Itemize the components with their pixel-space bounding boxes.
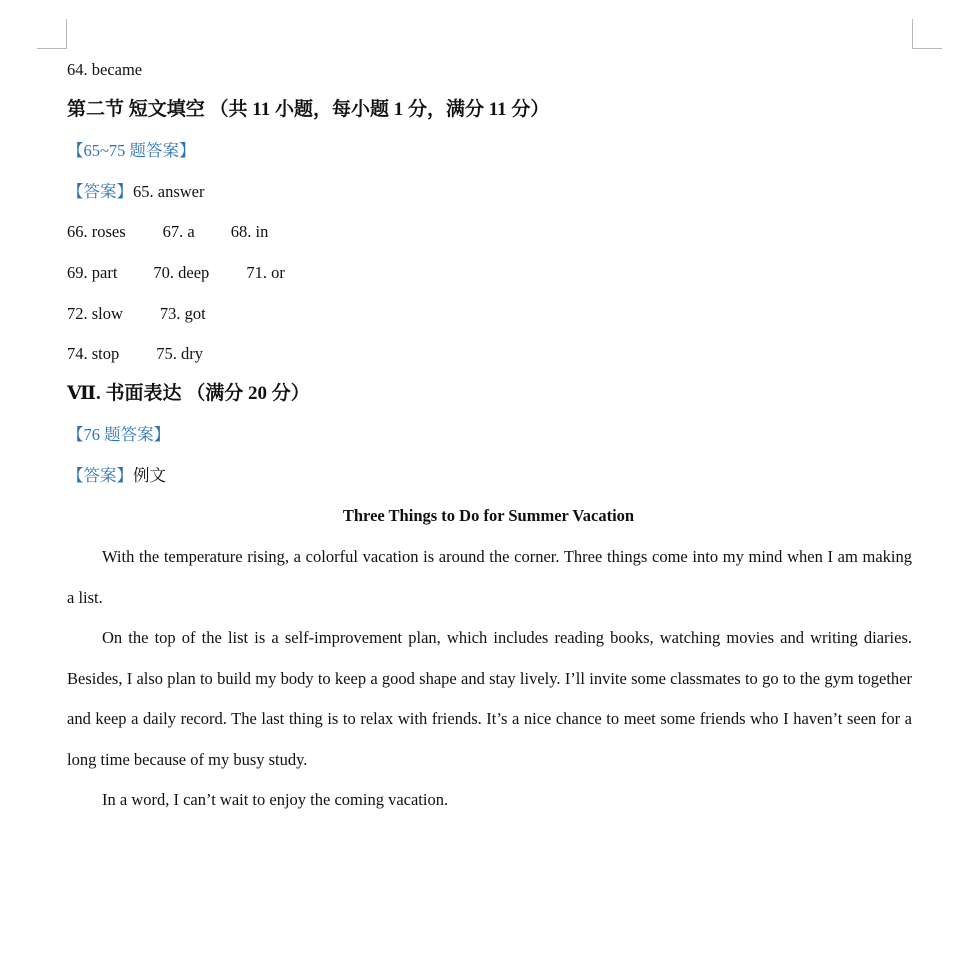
essay-title: Three Things to Do for Summer Vacation: [342, 506, 635, 525]
page-corner-mark: [912, 48, 942, 49]
answer-65: 65. answer: [133, 182, 205, 201]
answer-70: 70. deep: [153, 263, 210, 282]
answer-76-text: 例文: [133, 466, 166, 485]
section-2-range-label: 【65~75 题答案】: [67, 141, 196, 160]
essay-paragraph-2: On the top of the list is a self-improvement plan, which includes reading books, watching movies and writing diaries. Besides, I also plan to build my body to keep a good shape and stay lively. I’ll invite some classmates to go to the gym together and keep a daily record. The last thing is to relax with friends. It’s a nice chance to meet some friends who I haven’t seen for a long time because of my busy study.: [67, 628, 912, 769]
answer-73: 73. got: [159, 304, 206, 323]
answer-65-line: [67, 181, 204, 203]
answer-74: 74. stop: [67, 344, 120, 363]
answer-75: 75. dry: [156, 344, 204, 363]
page-corner-mark: [37, 48, 67, 49]
answer-76-line: [67, 465, 166, 487]
answer-row: [67, 303, 206, 325]
answer-69: 69. part: [67, 263, 118, 282]
answer-71: 71. or: [246, 263, 285, 282]
answer-row: [67, 262, 285, 284]
page-corner-mark: [66, 19, 67, 49]
answer-66: 66. roses: [67, 222, 126, 241]
page-corner-mark: [912, 19, 913, 49]
answer-68: 68. in: [230, 222, 269, 241]
answer-row: [67, 343, 203, 365]
section-2-heading: 第二节 短文填空 （共 11 小题，每小题 1 分，满分 11 分）: [67, 99, 550, 120]
answer-64: 64. became: [67, 60, 143, 79]
essay-paragraph-3: In a word, I can’t wait to enjoy the coming vacation.: [102, 790, 449, 809]
answer-72: 72. slow: [67, 304, 123, 323]
section-7-range-label: 【76 题答案】: [67, 425, 171, 444]
answer-tag: 【答案】: [67, 182, 133, 201]
essay-paragraph-1: With the temperature rising, a colorful vacation is around the corner. Three things come into my mind when I am making a list.: [67, 547, 912, 607]
answer-row: [67, 221, 268, 243]
answer-tag: 【答案】: [67, 466, 133, 485]
section-7-heading: Ⅶ. 书面表达 （满分 20 分）: [67, 383, 310, 404]
answer-67: 67. a: [162, 222, 195, 241]
